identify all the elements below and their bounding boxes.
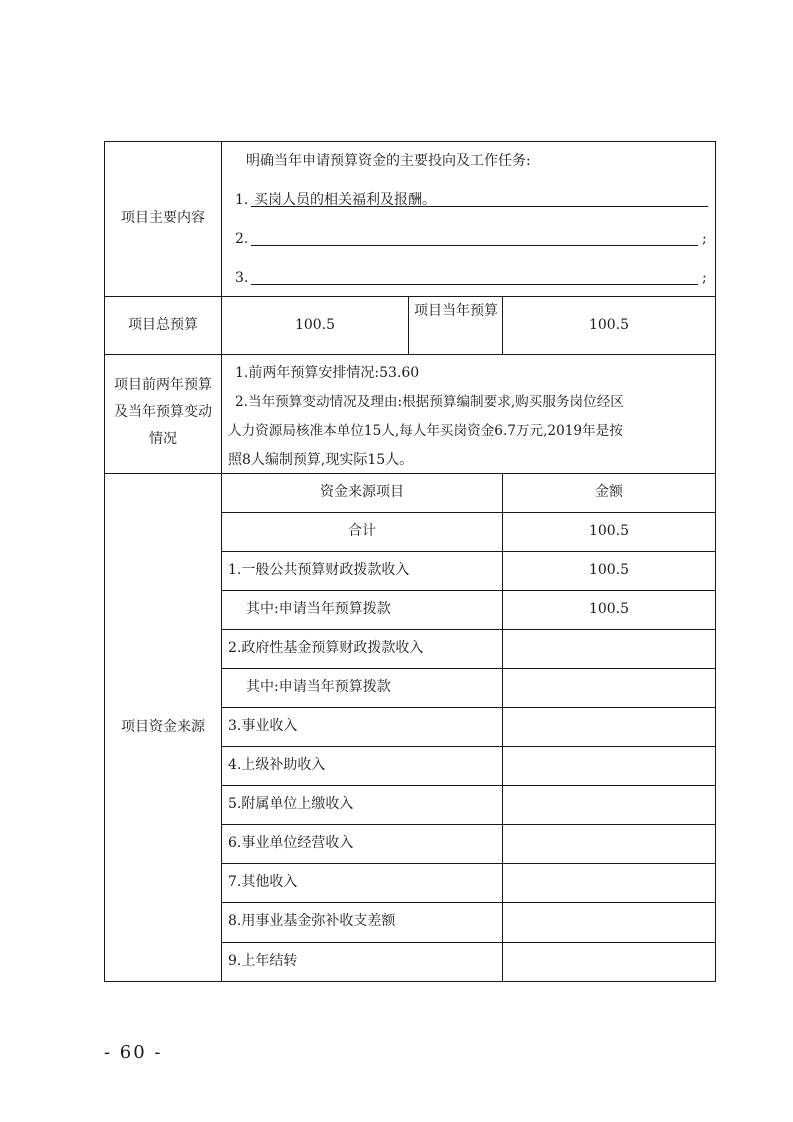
funding-section-label: 项目资金来源 [121,719,205,735]
row-divider [104,354,716,355]
change-line: 2.当年预算变动情况及理由:根据预算编制要求,购买服务岗位经区 [235,394,624,410]
current-budget-label: 项目当年预算 [414,303,498,319]
task-item-underline [251,284,698,285]
funding-header-amount: 金额 [595,484,623,500]
funding-row-name: 合计 [348,523,376,539]
funding-row-name: 其中:申请当年预算拨款 [246,679,391,695]
funding-row-name: 3.事业收入 [228,718,298,734]
change-line: 照8人编制预算,现实际15人。 [228,452,414,468]
row-divider [104,473,716,474]
table-top-border [104,141,716,142]
total-budget-value: 100.5 [294,317,336,333]
task-item-number: 2. [235,231,249,247]
task-item-number: 1. [235,192,249,208]
funding-row-divider [221,824,715,825]
page-number: - 60 - [104,1042,163,1063]
funding-row-divider [221,863,715,864]
table-bottom-border [104,981,716,982]
total-budget-label: 项目总预算 [128,317,198,333]
change-line: 人力资源局核准本单位15人,每人年买岗资金6.7万元,2019年是按 [228,423,623,439]
funding-row-name: 5.附属单位上缴收入 [228,796,354,812]
current-budget-value: 100.5 [588,317,630,333]
funding-row-amount: 100.5 [588,562,630,578]
change-section-label: 项目前两年预算及当年预算变动情况 [114,377,212,447]
funding-row-name: 1.一般公共预算财政拨款收入 [228,562,410,578]
funding-row-divider [221,668,715,669]
funding-row-amount: 100.5 [588,601,630,617]
task-item-text: 买岗人员的相关福利及报酬。 [254,192,436,208]
funding-row-name: 6.事业单位经营收入 [228,835,354,851]
label-column-divider [221,141,222,982]
funding-row-divider [221,746,715,747]
task-item-number: 3. [235,270,249,286]
table-left-border [104,141,105,982]
funding-row-divider [221,551,715,552]
task-item-underline [251,245,698,246]
table-right-border [715,141,716,982]
funding-row-amount: 100.5 [588,523,630,539]
task-item-end: ; [702,231,707,247]
funding-row-divider [221,512,715,513]
budget-divider [408,296,409,354]
funding-amount-divider [502,473,503,981]
change-line: 1.前两年预算安排情况:53.60 [235,365,420,381]
funding-row-divider [221,902,715,903]
funding-row-divider [221,707,715,708]
funding-row-name: 4.上级补助收入 [228,757,326,773]
row-divider [104,296,716,297]
funding-row-name: 9.上年结转 [228,953,298,969]
funding-row-divider [221,629,715,630]
funding-row-divider [221,785,715,786]
funding-row-name: 2.政府性基金预算财政拨款收入 [228,640,424,656]
content-intro: 明确当年申请预算资金的主要投向及工作任务: [246,153,531,169]
funding-row-name: 其中:申请当年预算拨款 [246,601,391,617]
task-item-end: ; [702,270,707,286]
funding-row-name: 7.其他收入 [228,874,298,890]
funding-row-name: 8.用事业基金弥补收支差额 [228,913,396,929]
funding-row-divider [221,942,715,943]
content-section-label: 项目主要内容 [121,210,205,226]
funding-row-divider [221,590,715,591]
task-item-underline [251,206,708,207]
funding-header-source: 资金来源项目 [320,484,404,500]
